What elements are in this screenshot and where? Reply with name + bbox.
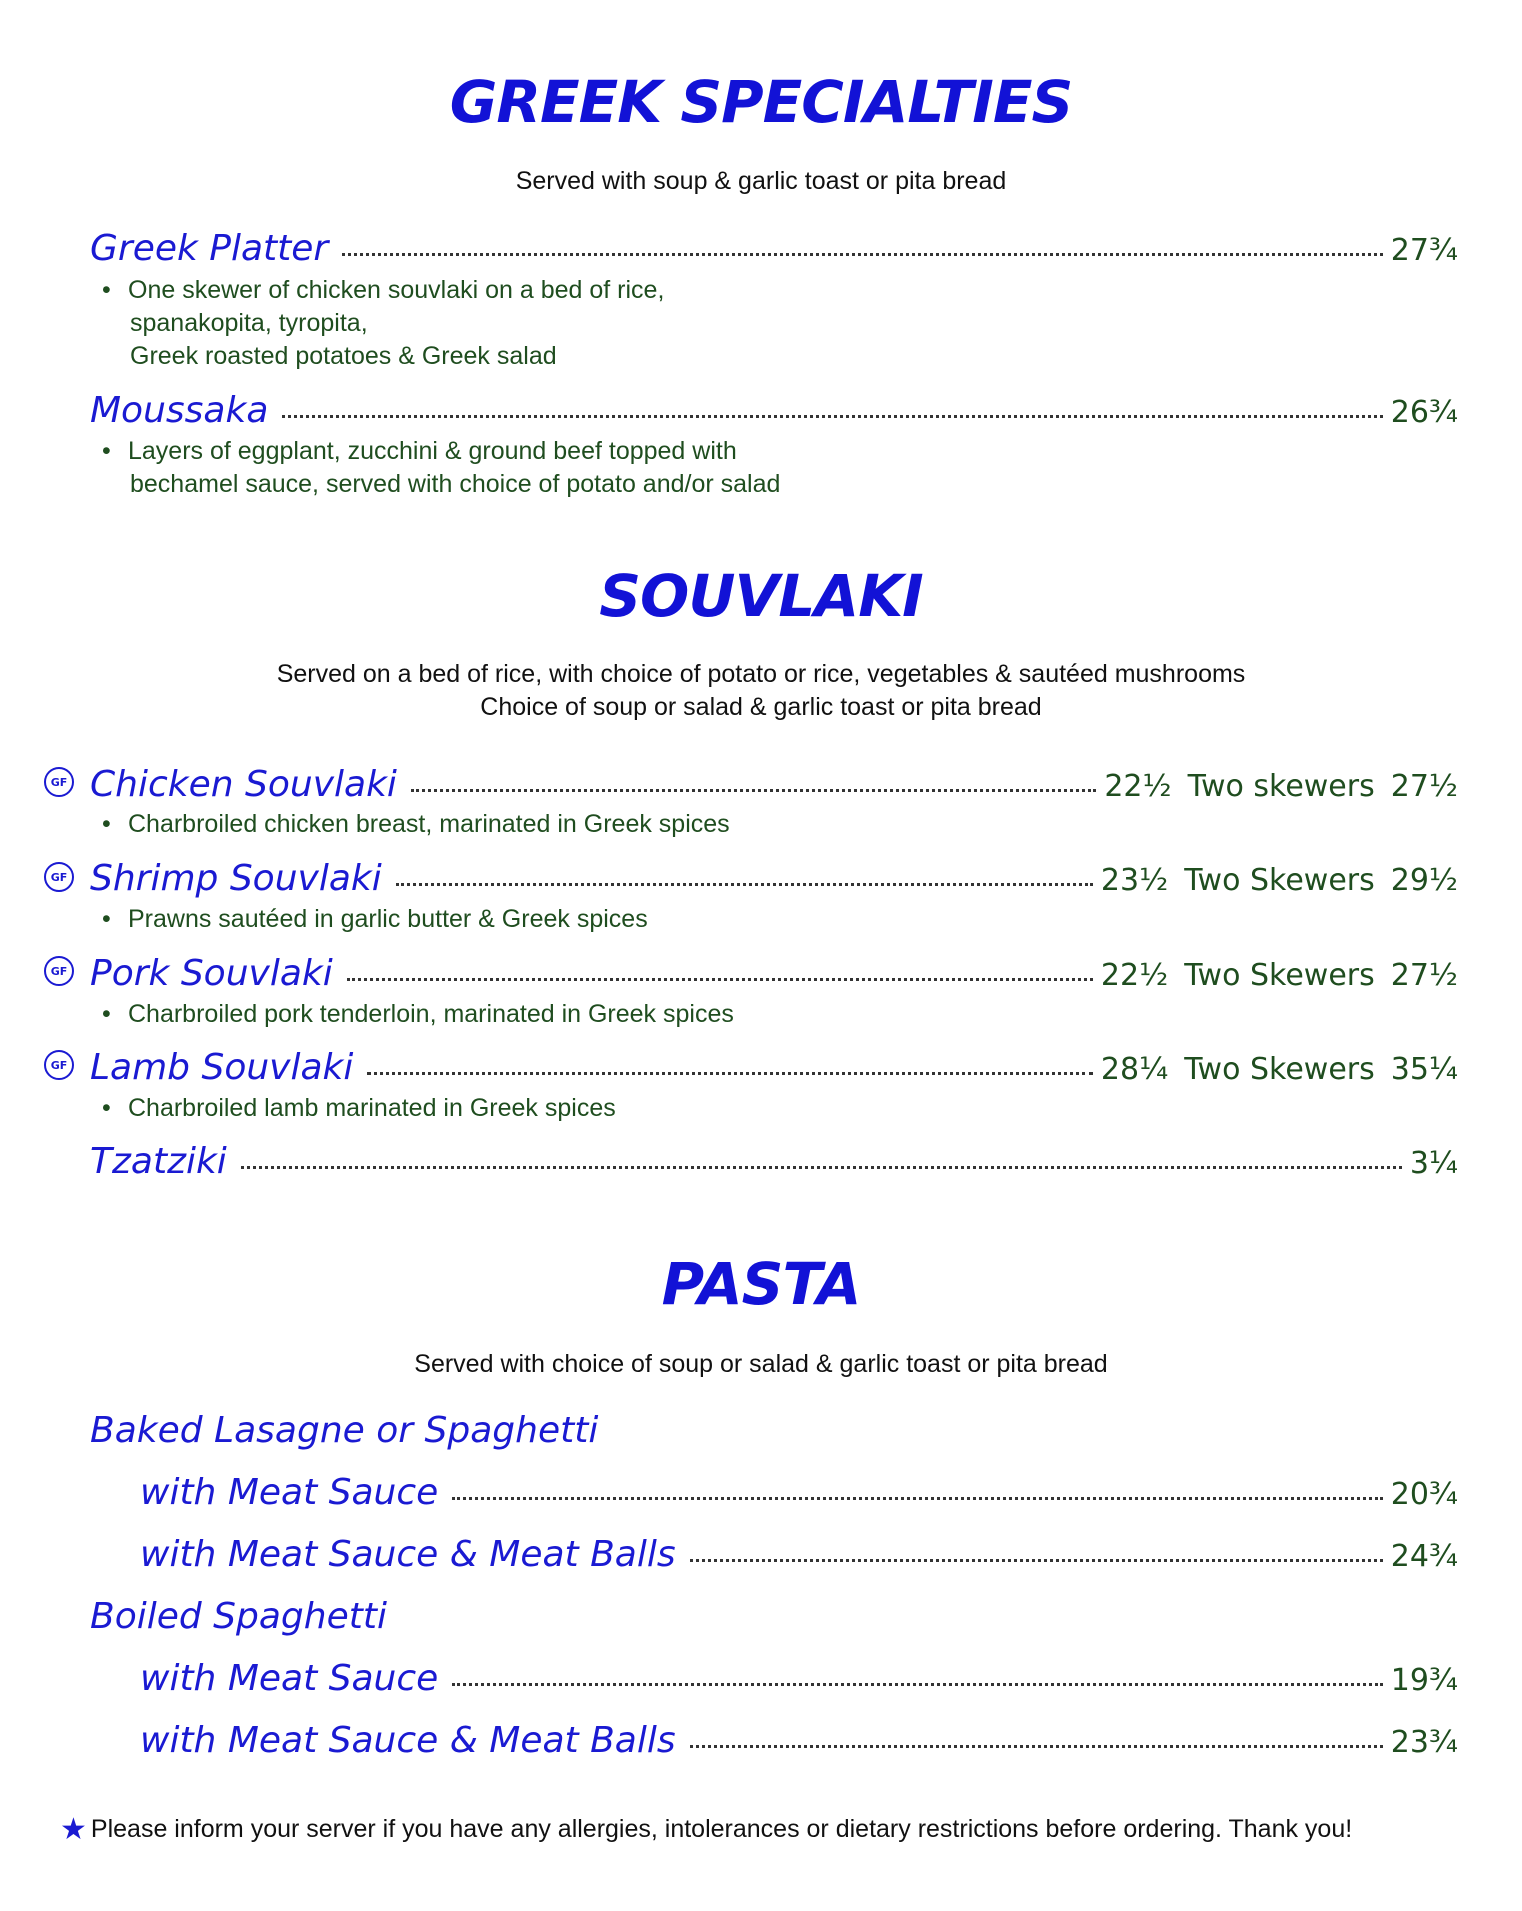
item-price: 26¾	[1390, 395, 1458, 430]
desc-line: Charbroiled lamb marinated in Greek spices	[128, 1094, 616, 1122]
two-skewers-label: Two Skewers	[1184, 1052, 1375, 1087]
menu-item-lasagne-meat-sauce	[140, 1472, 1458, 1513]
desc-line: Greek roasted potatoes & Greek salad	[130, 342, 557, 370]
menu-item-shrimp-souvlaki	[90, 858, 1458, 899]
dot-leader	[690, 1744, 1383, 1748]
dot-leader	[690, 1558, 1383, 1562]
desc-line: One skewer of chicken souvlaki on a bed of rice,	[128, 276, 665, 304]
item-name: Greek Platter	[90, 228, 329, 269]
dot-leader	[411, 788, 1096, 792]
greek-specialties-subtitle: Served with soup & garlic toast or pita bread	[515, 167, 1007, 195]
item-description	[102, 1092, 616, 1125]
dot-leader	[452, 1496, 1382, 1500]
menu-item-lasagne-meat-sauce-meat-balls	[140, 1534, 1458, 1575]
menu-item-moussaka	[90, 390, 1458, 431]
item-price: 24¾	[1390, 1539, 1458, 1574]
item-price: 19¾	[1390, 1663, 1458, 1698]
two-skewers-price: 35¼	[1390, 1052, 1458, 1087]
souvlaki-title: SOUVLAKI	[599, 562, 923, 630]
item-description	[102, 274, 664, 373]
bullet-icon: •	[102, 905, 111, 933]
item-price: 22½	[1104, 769, 1172, 804]
item-name: Shrimp Souvlaki	[90, 858, 382, 899]
item-price: 20¾	[1390, 1477, 1458, 1512]
two-skewers-price: 27½	[1390, 769, 1458, 804]
bullet-icon: •	[102, 1094, 111, 1122]
item-name: with Meat Sauce & Meat Balls	[140, 1534, 676, 1575]
pasta-group-heading: Boiled Spaghetti	[90, 1596, 387, 1637]
greek-specialties-title: GREEK SPECIALTIES	[449, 68, 1073, 136]
item-name: Tzatziki	[90, 1141, 227, 1182]
souvlaki-subtitle-line-2: Choice of soup or salad & garlic toast or pita bread	[480, 693, 1042, 721]
dot-leader	[367, 1071, 1093, 1075]
bullet-icon: •	[102, 810, 111, 838]
item-price: 28¼	[1100, 1052, 1169, 1087]
gluten-free-icon: GF	[44, 862, 74, 892]
item-price: 23½	[1100, 863, 1169, 898]
dot-leader	[396, 882, 1093, 886]
item-name: with Meat Sauce	[140, 1472, 439, 1513]
desc-line: spanakopita, tyropita,	[130, 309, 368, 337]
two-skewers-price: 29½	[1390, 863, 1458, 898]
item-description	[102, 998, 734, 1031]
gluten-free-icon: GF	[44, 956, 74, 986]
dot-leader	[241, 1165, 1402, 1169]
item-name: with Meat Sauce	[140, 1658, 439, 1699]
item-description	[102, 903, 648, 936]
desc-line: Charbroiled pork tenderloin, marinated in Greek spices	[128, 1000, 734, 1028]
item-price: 3¼	[1409, 1146, 1458, 1181]
item-price: 22½	[1100, 958, 1169, 993]
desc-line: Layers of eggplant, zucchini & ground beef topped with	[128, 437, 737, 465]
pasta-subtitle: Served with choice of soup or salad & garlic toast or pita bread	[414, 1350, 1108, 1378]
star-icon: ★	[60, 1813, 87, 1846]
menu-item-lamb-souvlaki	[90, 1047, 1458, 1088]
bullet-icon: •	[102, 437, 111, 465]
souvlaki-subtitle-line-1: Served on a bed of rice, with choice of potato or rice, vegetables & sautéed mushrooms	[276, 660, 1246, 688]
two-skewers-label: Two Skewers	[1184, 863, 1375, 898]
item-name: Lamb Souvlaki	[90, 1047, 354, 1088]
pasta-group-heading: Baked Lasagne or Spaghetti	[90, 1410, 599, 1451]
item-name: Chicken Souvlaki	[90, 764, 397, 805]
gluten-free-icon: GF	[44, 1050, 74, 1080]
item-name: Pork Souvlaki	[90, 953, 333, 994]
menu-item-chicken-souvlaki	[90, 764, 1458, 805]
item-description	[102, 808, 730, 841]
item-price: 23¾	[1390, 1725, 1458, 1760]
desc-line: bechamel sauce, served with choice of potato and/or salad	[130, 470, 781, 498]
dot-leader	[347, 977, 1093, 981]
allergy-notice-text: Please inform your server if you have any allergies, intolerances or dietary restrictions before ordering. Thank you!	[90, 1815, 1353, 1843]
dot-leader	[342, 252, 1382, 256]
bullet-icon: •	[102, 1000, 111, 1028]
pasta-title: PASTA	[661, 1250, 861, 1318]
item-price: 27¾	[1390, 233, 1458, 268]
two-skewers-label: Two Skewers	[1184, 958, 1375, 993]
item-name: Moussaka	[90, 390, 269, 431]
menu-item-pork-souvlaki	[90, 953, 1458, 994]
allergy-notice	[60, 1812, 1352, 1847]
item-description	[102, 435, 780, 501]
dot-leader	[452, 1682, 1382, 1686]
bullet-icon: •	[102, 276, 111, 304]
two-skewers-price: 27½	[1390, 958, 1458, 993]
menu-item-tzatziki	[90, 1141, 1458, 1182]
menu-item-greek-platter	[90, 228, 1458, 269]
menu-item-spaghetti-meat-sauce	[140, 1658, 1458, 1699]
desc-line: Charbroiled chicken breast, marinated in Greek spices	[128, 810, 730, 838]
item-name: with Meat Sauce & Meat Balls	[140, 1720, 676, 1761]
gluten-free-icon: GF	[44, 767, 74, 797]
dot-leader	[282, 414, 1382, 418]
two-skewers-label: Two skewers	[1187, 769, 1375, 804]
menu-item-spaghetti-meat-sauce-meat-balls	[140, 1720, 1458, 1761]
desc-line: Prawns sautéed in garlic butter & Greek spices	[128, 905, 648, 933]
